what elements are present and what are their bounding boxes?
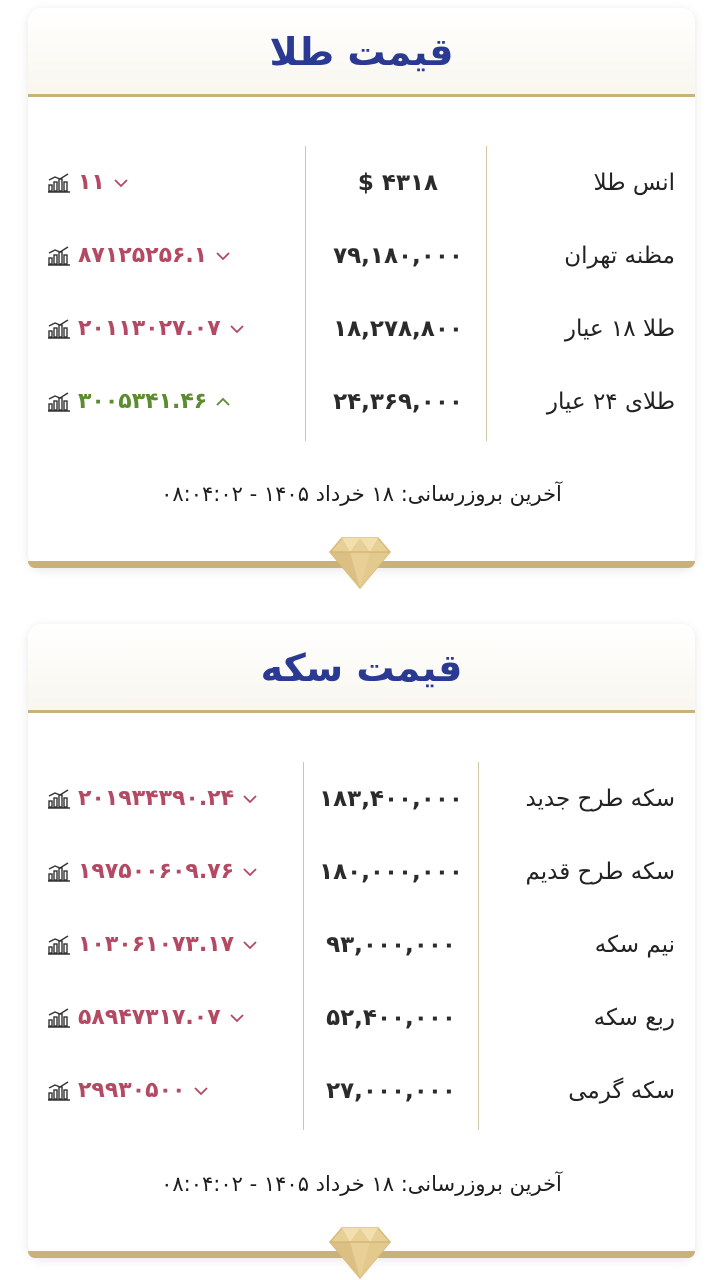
chevron-down-icon — [113, 178, 129, 188]
item-name: سکه طرح جدید — [525, 785, 675, 812]
price-list — [28, 762, 695, 1127]
header-divider — [28, 94, 695, 97]
item-name: سکه گرمی — [568, 1077, 675, 1104]
change-cell — [46, 219, 296, 292]
change-cell — [46, 1054, 296, 1127]
chevron-down-icon — [229, 324, 245, 334]
header-divider — [28, 710, 695, 713]
card-header — [28, 624, 695, 712]
item-name: طلا ۱۸ عیار — [564, 315, 675, 342]
chart-bars-icon[interactable] — [46, 172, 72, 194]
chevron-down-icon — [242, 940, 258, 950]
change-cell — [46, 835, 296, 908]
price-row — [28, 365, 695, 438]
chevron-down-icon — [229, 1013, 245, 1023]
price-value: ۱۸,۲۷۸,۸۰۰ — [333, 315, 463, 342]
change-cell — [46, 981, 296, 1054]
change-value: ۲۰۱۹۳۴۳۹۰.۲۴ — [78, 786, 235, 811]
price-row — [28, 835, 695, 908]
chart-bars-icon[interactable] — [46, 1007, 72, 1029]
item-name: نیم سکه — [594, 931, 675, 958]
chart-bars-icon[interactable] — [46, 245, 72, 267]
change-value: ۱۱ — [78, 170, 105, 195]
card-title: قیمت سکه — [260, 646, 463, 690]
card-header — [28, 8, 695, 96]
price-value: ۲۴,۳۶۹,۰۰۰ — [333, 388, 463, 415]
change-cell — [46, 762, 296, 835]
change-value: ۱۹۷۵۰۰۶۰۹.۷۶ — [78, 859, 235, 884]
change-value: ۵۸۹۴۷۳۱۷.۰۷ — [78, 1005, 221, 1030]
change-value: ۲۹۹۳۰۵۰۰ — [78, 1078, 186, 1103]
price-row — [28, 762, 695, 835]
chart-bars-icon[interactable] — [46, 788, 72, 810]
price-value: ۷۹,۱۸۰,۰۰۰ — [333, 242, 463, 269]
item-name: طلای ۲۴ عیار — [546, 388, 675, 415]
change-cell — [46, 908, 296, 981]
price-row — [28, 1054, 695, 1127]
chart-bars-icon[interactable] — [46, 318, 72, 340]
chevron-down-icon — [215, 251, 231, 261]
price-row — [28, 146, 695, 219]
chart-bars-icon[interactable] — [46, 934, 72, 956]
price-value: ۲۷,۰۰۰,۰۰۰ — [326, 1077, 456, 1104]
chart-bars-icon[interactable] — [46, 391, 72, 413]
price-value: $ ۴۳۱۸ — [357, 169, 439, 196]
chart-bars-icon[interactable] — [46, 861, 72, 883]
chevron-down-icon — [242, 867, 258, 877]
gold-price-card — [28, 8, 695, 568]
item-name: سکه طرح قدیم — [525, 858, 675, 885]
price-row — [28, 908, 695, 981]
chevron-up-icon — [215, 397, 231, 407]
item-name: مظنه تهران — [564, 242, 675, 269]
card-title: قیمت طلا — [269, 30, 454, 74]
price-row — [28, 981, 695, 1054]
change-cell — [46, 365, 296, 438]
chevron-down-icon — [193, 1086, 209, 1096]
price-value: ۹۳,۰۰۰,۰۰۰ — [326, 931, 456, 958]
chevron-down-icon — [242, 794, 258, 804]
coin-price-card — [28, 624, 695, 1258]
last-update-text: آخرین بروزرسانی: ۱۸ خرداد ۱۴۰۵ - ۰۸:۰۴:۰۲ — [161, 1172, 562, 1196]
chart-bars-icon[interactable] — [46, 1080, 72, 1102]
diamond-icon — [328, 534, 392, 590]
price-list — [28, 146, 695, 438]
change-cell — [46, 292, 296, 365]
price-row — [28, 219, 695, 292]
price-value: ۱۸۳,۴۰۰,۰۰۰ — [319, 785, 463, 812]
price-value: ۵۲,۴۰۰,۰۰۰ — [326, 1004, 456, 1031]
item-name: انس طلا — [593, 169, 675, 196]
price-value: ۱۸۰,۰۰۰,۰۰۰ — [319, 858, 463, 885]
change-value: ۱۰۳۰۶۱۰۷۳.۱۷ — [78, 932, 235, 957]
item-name: ربع سکه — [593, 1004, 675, 1031]
change-value: ۸۷۱۲۵۲۵۶.۱ — [78, 243, 208, 268]
price-row — [28, 292, 695, 365]
change-value: ۳۰۰۵۳۴۱.۴۶ — [78, 389, 208, 414]
change-value: ۲۰۱۱۳۰۲۷.۰۷ — [78, 316, 221, 341]
last-update-text: آخرین بروزرسانی: ۱۸ خرداد ۱۴۰۵ - ۰۸:۰۴:۰۲ — [161, 482, 562, 506]
change-cell — [46, 146, 296, 219]
diamond-icon — [328, 1224, 392, 1280]
